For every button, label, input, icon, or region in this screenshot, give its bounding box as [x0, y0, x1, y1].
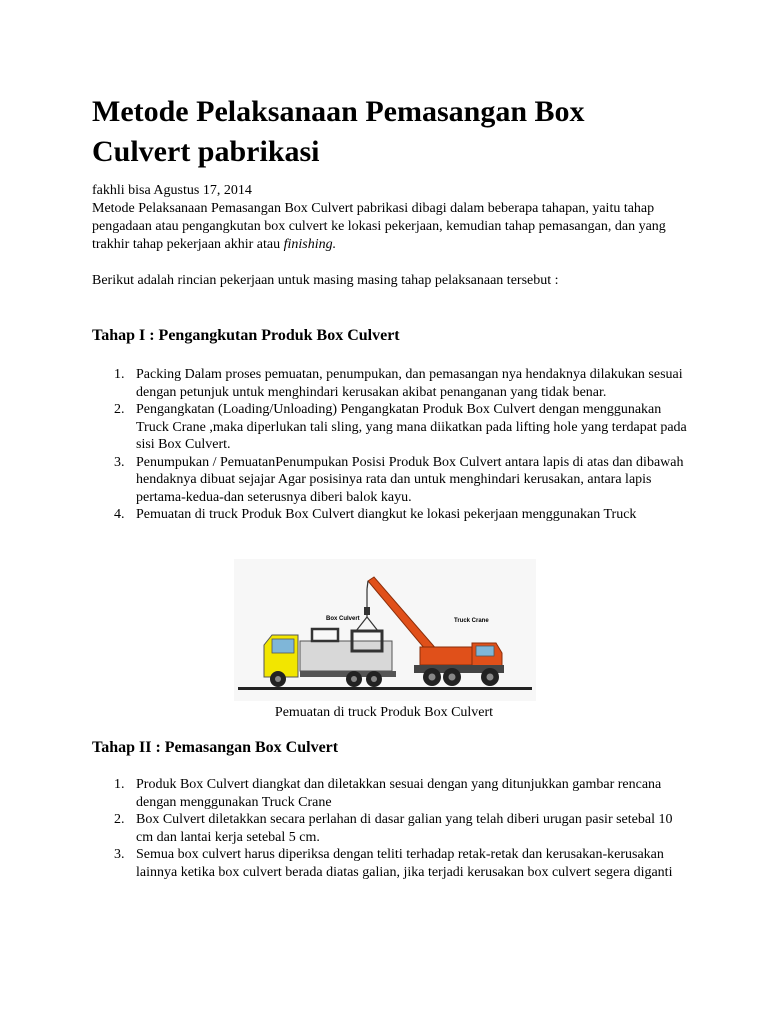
list-item: 4. Pemuatan di truck Produk Box Culvert diangkut ke lokasi pekerjaan menggunakan Truck — [114, 507, 637, 522]
lead-paragraph: Berikut adalah rincian pekerjaan untuk masing masing tahap pelaksanaan tersebut : — [92, 273, 559, 288]
list-item: 3. Semua box culvert harus diperiksa dengan teliti terhadap retak-retak dan kerusakan-kerusakan lainnya ketika box culvert berada diatas galian, jika terjadi kerusakan box culvert segera diganti — [114, 847, 673, 880]
intro-italic: finishing. — [283, 237, 337, 252]
truck-crane-illustration — [234, 559, 536, 701]
section1-list — [92, 366, 692, 524]
crane-base — [420, 647, 472, 665]
truck-crane-figure — [234, 559, 536, 701]
list-item: 1. Packing Dalam proses pemuatan, penumpukan, dan pemasangan nya hendaknya dilakukan sesuai dengan petunjuk untuk menghindari kerusakan akibat penanganan yang tidak benar. — [114, 367, 683, 400]
figure-caption: Pemuatan di truck Produk Box Culvert — [274, 705, 494, 720]
label-truck-crane: Truck Crane — [454, 618, 489, 624]
intro-text: Metode Pelaksanaan Pemasangan Box Culvert pabrikasi dibagi dalam beberapa tahapan, yaitu tahap pengadaan atau pengangkutan box culvert ke lokasi pekerjaan, kemudian tahap pemasangan, dan yang trakhir tahap pekerjaan akhir atau — [92, 201, 666, 252]
box-culvert-on-bed — [312, 629, 338, 641]
truck-window — [272, 639, 294, 653]
section2-heading: Tahap II : Pemasangan Box Culvert — [92, 739, 339, 756]
section2-list — [92, 776, 692, 881]
truck-bed — [300, 641, 392, 671]
intro-paragraph — [92, 200, 682, 254]
ground-line — [238, 687, 532, 690]
list-item: 2. Box Culvert diletakkan secara perlahan di dasar galian yang telah diberi urugan pasir setebal 10 cm dan lantai kerja setebal 5 cm. — [114, 812, 673, 845]
section1-heading: Tahap I : Pengangkutan Produk Box Culvert — [92, 327, 400, 344]
page-title: Metode Pelaksanaan Pemasangan Box Culvert pabrikasi — [92, 95, 585, 168]
list-item: 1. Produk Box Culvert diangkat dan diletakkan sesuai dengan yang ditunjukkan gambar rencana dengan menggunakan Truck Crane — [114, 777, 662, 810]
label-box-culvert: Box Culvert — [326, 616, 360, 622]
crane-window — [476, 646, 494, 656]
author-date: fakhli bisa Agustus 17, 2014 — [92, 183, 252, 198]
list-item: 3. Penumpukan / PemuatanPenumpukan Posisi Produk Box Culvert antara lapis di atas dan dibawah hendaknya dibuat sejajar Agar posisinya rata dan untuk menghindari kerusakan, antara lapis pertama-kedua-dan seterusnya diberi balok kayu. — [114, 454, 684, 505]
list-item: 2. Pengangkatan (Loading/Unloading) Pengangkatan Produk Box Culvert dengan menggunakan Truck Crane ,maka diperlukan tali sling, yang mana diikatkan pada lifting hole yang terdapat pada sisi Box Culvert. — [114, 402, 687, 452]
